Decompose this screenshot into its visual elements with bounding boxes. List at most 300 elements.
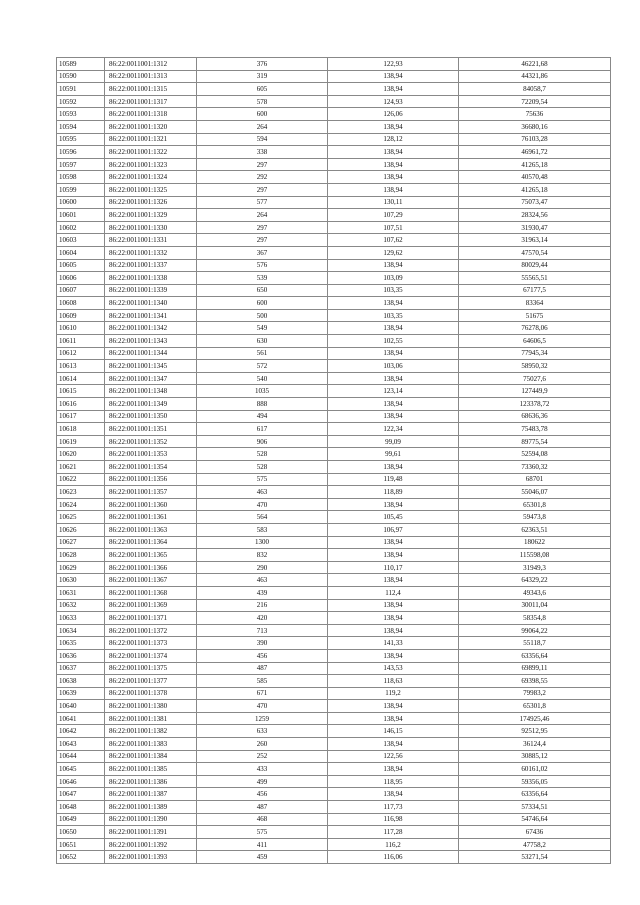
cadastral-number-cell: 86:22:0011001:1363 bbox=[105, 523, 197, 536]
table-row bbox=[57, 498, 611, 511]
row-number-cell: 10609 bbox=[57, 309, 105, 322]
value-cell: 63356,64 bbox=[459, 649, 611, 662]
area-cell: 439 bbox=[197, 586, 328, 599]
rate-cell: 138,94 bbox=[328, 700, 459, 713]
table-row bbox=[57, 612, 611, 625]
table-row bbox=[57, 70, 611, 83]
area-cell: 575 bbox=[197, 826, 328, 839]
cadastral-number-cell: 86:22:0011001:1339 bbox=[105, 284, 197, 297]
area-cell: 252 bbox=[197, 750, 328, 763]
area-cell: 600 bbox=[197, 108, 328, 121]
row-number-cell: 10589 bbox=[57, 58, 105, 71]
table-row bbox=[57, 398, 611, 411]
rate-cell: 146,15 bbox=[328, 725, 459, 738]
row-number-cell: 10637 bbox=[57, 662, 105, 675]
value-cell: 30885,12 bbox=[459, 750, 611, 763]
value-cell: 67436 bbox=[459, 826, 611, 839]
area-cell: 500 bbox=[197, 309, 328, 322]
area-cell: 576 bbox=[197, 259, 328, 272]
rate-cell: 126,06 bbox=[328, 108, 459, 121]
table-row bbox=[57, 473, 611, 486]
cadastral-number-cell: 86:22:0011001:1337 bbox=[105, 259, 197, 272]
row-number-cell: 10614 bbox=[57, 372, 105, 385]
value-cell: 57334,51 bbox=[459, 801, 611, 814]
value-cell: 123378,72 bbox=[459, 398, 611, 411]
rate-cell: 138,94 bbox=[328, 763, 459, 776]
area-cell: 499 bbox=[197, 775, 328, 788]
row-number-cell: 10590 bbox=[57, 70, 105, 83]
area-cell: 600 bbox=[197, 297, 328, 310]
value-cell: 72209,54 bbox=[459, 95, 611, 108]
rate-cell: 103,35 bbox=[328, 309, 459, 322]
area-cell: 633 bbox=[197, 725, 328, 738]
row-number-cell: 10592 bbox=[57, 95, 105, 108]
rate-cell: 110,17 bbox=[328, 561, 459, 574]
cadastral-number-cell: 86:22:0011001:1341 bbox=[105, 309, 197, 322]
rate-cell: 138,94 bbox=[328, 738, 459, 751]
value-cell: 79983,2 bbox=[459, 687, 611, 700]
table-row bbox=[57, 649, 611, 662]
area-cell: 583 bbox=[197, 523, 328, 536]
value-cell: 75027,6 bbox=[459, 372, 611, 385]
cadastral-number-cell: 86:22:0011001:1352 bbox=[105, 435, 197, 448]
row-number-cell: 10608 bbox=[57, 297, 105, 310]
rate-cell: 116,2 bbox=[328, 838, 459, 851]
table-row bbox=[57, 523, 611, 536]
cadastral-number-cell: 86:22:0011001:1351 bbox=[105, 423, 197, 436]
area-cell: 470 bbox=[197, 498, 328, 511]
table-row bbox=[57, 700, 611, 713]
rate-cell: 103,06 bbox=[328, 360, 459, 373]
table-row bbox=[57, 738, 611, 751]
cadastral-number-cell: 86:22:0011001:1366 bbox=[105, 561, 197, 574]
cadastral-number-cell: 86:22:0011001:1340 bbox=[105, 297, 197, 310]
row-number-cell: 10610 bbox=[57, 322, 105, 335]
cadastral-number-cell: 86:22:0011001:1373 bbox=[105, 637, 197, 650]
table-row bbox=[57, 448, 611, 461]
area-cell: 468 bbox=[197, 813, 328, 826]
area-cell: 575 bbox=[197, 473, 328, 486]
value-cell: 63356,64 bbox=[459, 788, 611, 801]
row-number-cell: 10649 bbox=[57, 813, 105, 826]
row-number-cell: 10612 bbox=[57, 347, 105, 360]
row-number-cell: 10639 bbox=[57, 687, 105, 700]
row-number-cell: 10597 bbox=[57, 158, 105, 171]
value-cell: 75483,78 bbox=[459, 423, 611, 436]
row-number-cell: 10627 bbox=[57, 536, 105, 549]
value-cell: 84058,7 bbox=[459, 83, 611, 96]
rate-cell: 122,34 bbox=[328, 423, 459, 436]
row-number-cell: 10645 bbox=[57, 763, 105, 776]
rate-cell: 138,94 bbox=[328, 410, 459, 423]
value-cell: 65301,8 bbox=[459, 498, 611, 511]
row-number-cell: 10602 bbox=[57, 221, 105, 234]
row-number-cell: 10606 bbox=[57, 272, 105, 285]
table-row bbox=[57, 360, 611, 373]
value-cell: 52594,08 bbox=[459, 448, 611, 461]
cadastral-number-cell: 86:22:0011001:1321 bbox=[105, 133, 197, 146]
table-row bbox=[57, 221, 611, 234]
value-cell: 30011,04 bbox=[459, 599, 611, 612]
table-row bbox=[57, 561, 611, 574]
rate-cell: 138,94 bbox=[328, 120, 459, 133]
value-cell: 46221,68 bbox=[459, 58, 611, 71]
cadastral-number-cell: 86:22:0011001:1380 bbox=[105, 700, 197, 713]
row-number-cell: 10593 bbox=[57, 108, 105, 121]
table-row bbox=[57, 322, 611, 335]
table-row bbox=[57, 146, 611, 159]
area-cell: 216 bbox=[197, 599, 328, 612]
cadastral-number-cell: 86:22:0011001:1338 bbox=[105, 272, 197, 285]
rate-cell: 138,94 bbox=[328, 712, 459, 725]
row-number-cell: 10631 bbox=[57, 586, 105, 599]
area-cell: 832 bbox=[197, 549, 328, 562]
table-row bbox=[57, 183, 611, 196]
value-cell: 59356,05 bbox=[459, 775, 611, 788]
value-cell: 64329,22 bbox=[459, 574, 611, 587]
cadastral-number-cell: 86:22:0011001:1325 bbox=[105, 183, 197, 196]
cadastral-number-cell: 86:22:0011001:1331 bbox=[105, 234, 197, 247]
value-cell: 47758,2 bbox=[459, 838, 611, 851]
cadastral-number-cell: 86:22:0011001:1377 bbox=[105, 675, 197, 688]
area-cell: 650 bbox=[197, 284, 328, 297]
table-row bbox=[57, 687, 611, 700]
cadastral-number-cell: 86:22:0011001:1364 bbox=[105, 536, 197, 549]
table-row bbox=[57, 309, 611, 322]
row-number-cell: 10644 bbox=[57, 750, 105, 763]
area-cell: 264 bbox=[197, 120, 328, 133]
table-row bbox=[57, 209, 611, 222]
row-number-cell: 10621 bbox=[57, 461, 105, 474]
area-cell: 420 bbox=[197, 612, 328, 625]
row-number-cell: 10626 bbox=[57, 523, 105, 536]
area-cell: 888 bbox=[197, 398, 328, 411]
area-cell: 433 bbox=[197, 763, 328, 776]
table-row bbox=[57, 297, 611, 310]
value-cell: 44321,86 bbox=[459, 70, 611, 83]
rate-cell: 138,94 bbox=[328, 612, 459, 625]
area-cell: 630 bbox=[197, 335, 328, 348]
area-cell: 297 bbox=[197, 234, 328, 247]
rate-cell: 138,94 bbox=[328, 347, 459, 360]
cadastral-number-cell: 86:22:0011001:1323 bbox=[105, 158, 197, 171]
cadastral-number-cell: 86:22:0011001:1326 bbox=[105, 196, 197, 209]
value-cell: 65301,8 bbox=[459, 700, 611, 713]
area-cell: 594 bbox=[197, 133, 328, 146]
row-number-cell: 10650 bbox=[57, 826, 105, 839]
value-cell: 127449,9 bbox=[459, 385, 611, 398]
cadastral-number-cell: 86:22:0011001:1317 bbox=[105, 95, 197, 108]
value-cell: 76278,06 bbox=[459, 322, 611, 335]
cadastral-number-cell: 86:22:0011001:1320 bbox=[105, 120, 197, 133]
row-number-cell: 10598 bbox=[57, 171, 105, 184]
rate-cell: 138,94 bbox=[328, 322, 459, 335]
cadastral-number-cell: 86:22:0011001:1345 bbox=[105, 360, 197, 373]
row-number-cell: 10628 bbox=[57, 549, 105, 562]
value-cell: 31963,14 bbox=[459, 234, 611, 247]
row-number-cell: 10625 bbox=[57, 511, 105, 524]
cadastral-number-cell: 86:22:0011001:1312 bbox=[105, 58, 197, 71]
rate-cell: 112,4 bbox=[328, 586, 459, 599]
cadastral-number-cell: 86:22:0011001:1360 bbox=[105, 498, 197, 511]
cadastral-number-cell: 86:22:0011001:1350 bbox=[105, 410, 197, 423]
area-cell: 456 bbox=[197, 788, 328, 801]
cadastral-number-cell: 86:22:0011001:1375 bbox=[105, 662, 197, 675]
cadastral-number-cell: 86:22:0011001:1371 bbox=[105, 612, 197, 625]
row-number-cell: 10595 bbox=[57, 133, 105, 146]
rate-cell: 118,89 bbox=[328, 486, 459, 499]
rate-cell: 138,94 bbox=[328, 297, 459, 310]
rate-cell: 119,2 bbox=[328, 687, 459, 700]
row-number-cell: 10620 bbox=[57, 448, 105, 461]
row-number-cell: 10630 bbox=[57, 574, 105, 587]
table-row bbox=[57, 461, 611, 474]
rate-cell: 138,94 bbox=[328, 171, 459, 184]
cadastral-number-cell: 86:22:0011001:1324 bbox=[105, 171, 197, 184]
area-cell: 456 bbox=[197, 649, 328, 662]
value-cell: 92512,95 bbox=[459, 725, 611, 738]
cadastral-number-cell: 86:22:0011001:1329 bbox=[105, 209, 197, 222]
value-cell: 51675 bbox=[459, 309, 611, 322]
cadastral-number-cell: 86:22:0011001:1322 bbox=[105, 146, 197, 159]
value-cell: 174925,46 bbox=[459, 712, 611, 725]
row-number-cell: 10643 bbox=[57, 738, 105, 751]
value-cell: 80029,44 bbox=[459, 259, 611, 272]
cadastral-number-cell: 86:22:0011001:1384 bbox=[105, 750, 197, 763]
value-cell: 68636,36 bbox=[459, 410, 611, 423]
row-number-cell: 10618 bbox=[57, 423, 105, 436]
value-cell: 31949,3 bbox=[459, 561, 611, 574]
table-row bbox=[57, 662, 611, 675]
value-cell: 31930,47 bbox=[459, 221, 611, 234]
rate-cell: 138,94 bbox=[328, 158, 459, 171]
area-cell: 906 bbox=[197, 435, 328, 448]
table-row bbox=[57, 763, 611, 776]
rate-cell: 138,94 bbox=[328, 461, 459, 474]
table-row bbox=[57, 372, 611, 385]
cadastral-number-cell: 86:22:0011001:1389 bbox=[105, 801, 197, 814]
table-row bbox=[57, 347, 611, 360]
value-cell: 46961,72 bbox=[459, 146, 611, 159]
value-cell: 49343,6 bbox=[459, 586, 611, 599]
area-cell: 1300 bbox=[197, 536, 328, 549]
row-number-cell: 10640 bbox=[57, 700, 105, 713]
table-row bbox=[57, 813, 611, 826]
table-row bbox=[57, 435, 611, 448]
area-cell: 487 bbox=[197, 662, 328, 675]
rate-cell: 138,94 bbox=[328, 498, 459, 511]
table-row bbox=[57, 675, 611, 688]
cadastral-number-cell: 86:22:0011001:1382 bbox=[105, 725, 197, 738]
row-number-cell: 10591 bbox=[57, 83, 105, 96]
table-row bbox=[57, 410, 611, 423]
row-number-cell: 10622 bbox=[57, 473, 105, 486]
rate-cell: 141,33 bbox=[328, 637, 459, 650]
area-cell: 297 bbox=[197, 158, 328, 171]
rate-cell: 124,93 bbox=[328, 95, 459, 108]
cadastral-number-cell: 86:22:0011001:1374 bbox=[105, 649, 197, 662]
table-body bbox=[57, 58, 611, 864]
rate-cell: 107,51 bbox=[328, 221, 459, 234]
row-number-cell: 10603 bbox=[57, 234, 105, 247]
area-cell: 585 bbox=[197, 675, 328, 688]
rate-cell: 138,94 bbox=[328, 624, 459, 637]
cadastral-number-cell: 86:22:0011001:1378 bbox=[105, 687, 197, 700]
value-cell: 55565,51 bbox=[459, 272, 611, 285]
table-row bbox=[57, 196, 611, 209]
area-cell: 290 bbox=[197, 561, 328, 574]
table-row bbox=[57, 58, 611, 71]
table-row bbox=[57, 272, 611, 285]
area-cell: 577 bbox=[197, 196, 328, 209]
row-number-cell: 10604 bbox=[57, 246, 105, 259]
rate-cell: 107,29 bbox=[328, 209, 459, 222]
rate-cell: 138,94 bbox=[328, 372, 459, 385]
area-cell: 463 bbox=[197, 574, 328, 587]
rate-cell: 107,62 bbox=[328, 234, 459, 247]
area-cell: 260 bbox=[197, 738, 328, 751]
value-cell: 77945,34 bbox=[459, 347, 611, 360]
rate-cell: 138,94 bbox=[328, 574, 459, 587]
rate-cell: 138,94 bbox=[328, 146, 459, 159]
row-number-cell: 10619 bbox=[57, 435, 105, 448]
cadastral-number-cell: 86:22:0011001:1348 bbox=[105, 385, 197, 398]
cadastral-number-cell: 86:22:0011001:1393 bbox=[105, 851, 197, 864]
table-row bbox=[57, 826, 611, 839]
cadastral-number-cell: 86:22:0011001:1385 bbox=[105, 763, 197, 776]
value-cell: 69398,55 bbox=[459, 675, 611, 688]
area-cell: 297 bbox=[197, 221, 328, 234]
row-number-cell: 10648 bbox=[57, 801, 105, 814]
cadastral-number-cell: 86:22:0011001:1391 bbox=[105, 826, 197, 839]
cadastral-number-cell: 86:22:0011001:1313 bbox=[105, 70, 197, 83]
rate-cell: 123,14 bbox=[328, 385, 459, 398]
table-row bbox=[57, 284, 611, 297]
rate-cell: 119,48 bbox=[328, 473, 459, 486]
area-cell: 487 bbox=[197, 801, 328, 814]
value-cell: 115598,08 bbox=[459, 549, 611, 562]
value-cell: 67177,5 bbox=[459, 284, 611, 297]
area-cell: 494 bbox=[197, 410, 328, 423]
rate-cell: 128,12 bbox=[328, 133, 459, 146]
cadastral-table bbox=[56, 57, 611, 864]
rate-cell: 138,94 bbox=[328, 83, 459, 96]
value-cell: 180622 bbox=[459, 536, 611, 549]
area-cell: 319 bbox=[197, 70, 328, 83]
row-number-cell: 10611 bbox=[57, 335, 105, 348]
area-cell: 671 bbox=[197, 687, 328, 700]
cadastral-number-cell: 86:22:0011001:1343 bbox=[105, 335, 197, 348]
table-row bbox=[57, 133, 611, 146]
area-cell: 540 bbox=[197, 372, 328, 385]
area-cell: 411 bbox=[197, 838, 328, 851]
area-cell: 1259 bbox=[197, 712, 328, 725]
row-number-cell: 10632 bbox=[57, 599, 105, 612]
value-cell: 69899,11 bbox=[459, 662, 611, 675]
table-row bbox=[57, 775, 611, 788]
row-number-cell: 10636 bbox=[57, 649, 105, 662]
row-number-cell: 10638 bbox=[57, 675, 105, 688]
cadastral-number-cell: 86:22:0011001:1357 bbox=[105, 486, 197, 499]
cadastral-number-cell: 86:22:0011001:1315 bbox=[105, 83, 197, 96]
value-cell: 73360,32 bbox=[459, 461, 611, 474]
value-cell: 54746,64 bbox=[459, 813, 611, 826]
row-number-cell: 10599 bbox=[57, 183, 105, 196]
value-cell: 55118,7 bbox=[459, 637, 611, 650]
area-cell: 376 bbox=[197, 58, 328, 71]
table-row bbox=[57, 750, 611, 763]
value-cell: 60161,02 bbox=[459, 763, 611, 776]
rate-cell: 138,94 bbox=[328, 536, 459, 549]
cadastral-number-cell: 86:22:0011001:1356 bbox=[105, 473, 197, 486]
table-row bbox=[57, 423, 611, 436]
row-number-cell: 10607 bbox=[57, 284, 105, 297]
area-cell: 617 bbox=[197, 423, 328, 436]
rate-cell: 138,94 bbox=[328, 649, 459, 662]
value-cell: 75636 bbox=[459, 108, 611, 121]
table-row bbox=[57, 624, 611, 637]
row-number-cell: 10634 bbox=[57, 624, 105, 637]
rate-cell: 138,94 bbox=[328, 788, 459, 801]
value-cell: 62363,51 bbox=[459, 523, 611, 536]
rate-cell: 138,94 bbox=[328, 398, 459, 411]
row-number-cell: 10647 bbox=[57, 788, 105, 801]
rate-cell: 102,55 bbox=[328, 335, 459, 348]
cadastral-number-cell: 86:22:0011001:1386 bbox=[105, 775, 197, 788]
table-row bbox=[57, 788, 611, 801]
table-row bbox=[57, 385, 611, 398]
table-row bbox=[57, 725, 611, 738]
area-cell: 292 bbox=[197, 171, 328, 184]
row-number-cell: 10624 bbox=[57, 498, 105, 511]
value-cell: 40570,48 bbox=[459, 171, 611, 184]
table-row bbox=[57, 851, 611, 864]
area-cell: 459 bbox=[197, 851, 328, 864]
cadastral-number-cell: 86:22:0011001:1390 bbox=[105, 813, 197, 826]
cadastral-number-cell: 86:22:0011001:1381 bbox=[105, 712, 197, 725]
value-cell: 89775,54 bbox=[459, 435, 611, 448]
value-cell: 47570,54 bbox=[459, 246, 611, 259]
cadastral-number-cell: 86:22:0011001:1330 bbox=[105, 221, 197, 234]
cadastral-number-cell: 86:22:0011001:1361 bbox=[105, 511, 197, 524]
row-number-cell: 10600 bbox=[57, 196, 105, 209]
area-cell: 539 bbox=[197, 272, 328, 285]
value-cell: 55046,07 bbox=[459, 486, 611, 499]
rate-cell: 122,56 bbox=[328, 750, 459, 763]
table-row bbox=[57, 171, 611, 184]
value-cell: 83364 bbox=[459, 297, 611, 310]
row-number-cell: 10641 bbox=[57, 712, 105, 725]
table-row bbox=[57, 838, 611, 851]
cadastral-number-cell: 86:22:0011001:1347 bbox=[105, 372, 197, 385]
rate-cell: 103,09 bbox=[328, 272, 459, 285]
value-cell: 41265,18 bbox=[459, 158, 611, 171]
value-cell: 64606,5 bbox=[459, 335, 611, 348]
table-row bbox=[57, 536, 611, 549]
cadastral-number-cell: 86:22:0011001:1372 bbox=[105, 624, 197, 637]
cadastral-number-cell: 86:22:0011001:1349 bbox=[105, 398, 197, 411]
value-cell: 59473,8 bbox=[459, 511, 611, 524]
area-cell: 338 bbox=[197, 146, 328, 159]
table-row bbox=[57, 801, 611, 814]
row-number-cell: 10646 bbox=[57, 775, 105, 788]
area-cell: 713 bbox=[197, 624, 328, 637]
cadastral-number-cell: 86:22:0011001:1387 bbox=[105, 788, 197, 801]
area-cell: 1035 bbox=[197, 385, 328, 398]
rate-cell: 138,94 bbox=[328, 183, 459, 196]
cadastral-number-cell: 86:22:0011001:1368 bbox=[105, 586, 197, 599]
table-row bbox=[57, 712, 611, 725]
